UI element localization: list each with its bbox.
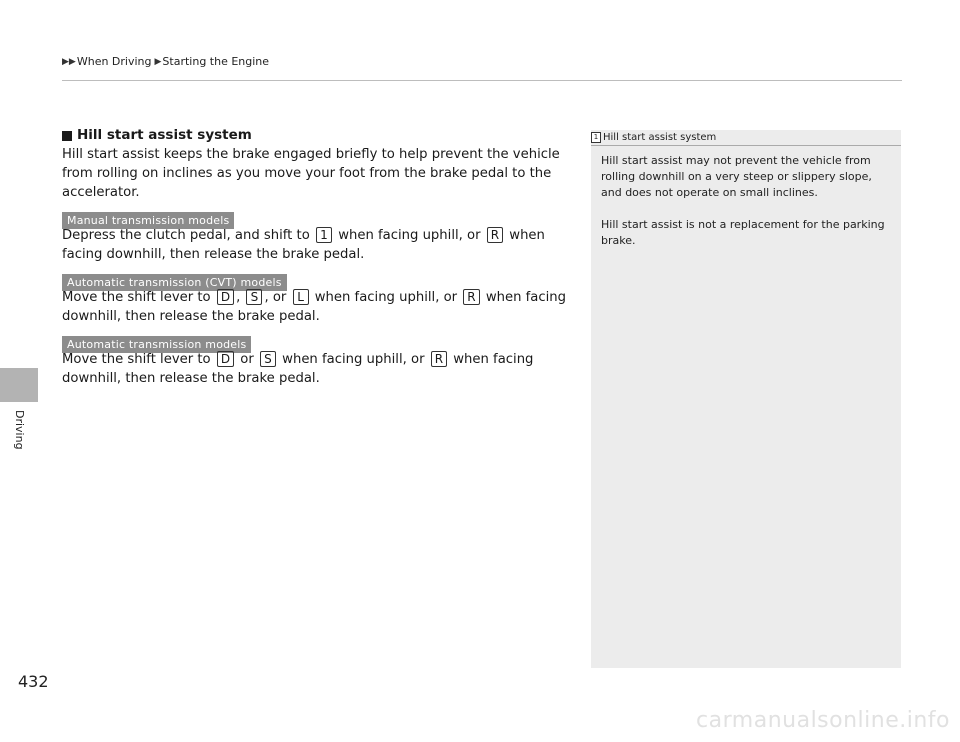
instruction-text: , or xyxy=(264,290,287,305)
automatic-instruction xyxy=(62,350,572,388)
instruction-text: when facing downhill, then release the brake pedal. xyxy=(62,290,567,324)
section-title xyxy=(62,126,572,145)
main-content xyxy=(62,126,572,388)
gear-s-key-icon: S xyxy=(260,351,276,367)
manual-instruction xyxy=(62,226,572,264)
intro-paragraph: Hill start assist keeps the brake engaged briefly to help prevent the vehicle from rolling on inclines as you move your foot from the brake pedal to the accelerator. xyxy=(62,147,560,200)
chapter-label: Driving xyxy=(13,410,26,450)
badge-row xyxy=(62,264,572,288)
gear-1-key-icon: 1 xyxy=(316,227,332,243)
instruction-text: when facing uphill, or xyxy=(338,228,481,243)
gear-r-key-icon: R xyxy=(487,227,503,243)
gear-d-key-icon: D xyxy=(217,289,234,305)
cvt-badge: Automatic transmission (CVT) models xyxy=(62,274,287,291)
badge-row xyxy=(62,202,572,226)
instruction-text: Move the shift lever to xyxy=(62,290,211,305)
square-bullet-icon xyxy=(62,131,72,141)
instruction-text: , xyxy=(236,290,241,305)
instruction-text: Move the shift lever to xyxy=(62,352,211,367)
automatic-transmission-badge: Automatic transmission models xyxy=(62,336,251,353)
instruction-text: or xyxy=(240,352,254,367)
sidebar-body xyxy=(591,146,901,249)
sidebar-title: Hill start assist system xyxy=(603,132,717,143)
breadcrumb-item[interactable]: Starting the Engine xyxy=(162,55,270,68)
gear-r-key-icon: R xyxy=(431,351,447,367)
sidebar-paragraph: Hill start assist may not prevent the vehicle from rolling downhill on a very steep or slippery slope, and does not operate on small inclines. xyxy=(601,154,872,199)
instruction-text: when facing downhill, then release the brake pedal. xyxy=(62,352,534,386)
gear-s-key-icon: S xyxy=(246,289,262,305)
arrow-icon: ▶ xyxy=(154,56,162,67)
breadcrumb xyxy=(62,55,272,68)
gear-l-key-icon: L xyxy=(293,289,309,305)
reference-icon: 1 xyxy=(591,132,601,143)
gear-d-key-icon: D xyxy=(217,351,234,367)
header-divider xyxy=(62,80,902,81)
gear-r-key-icon: R xyxy=(463,289,479,305)
badge-row xyxy=(62,326,572,350)
double-arrow-icon: ▶▶ xyxy=(62,56,76,67)
instruction-text: when facing uphill, or xyxy=(282,352,425,367)
instruction-text: when facing uphill, or xyxy=(314,290,458,305)
note-sidebar xyxy=(591,130,901,668)
section-title-text: Hill start assist system xyxy=(77,127,252,143)
instruction-text: Depress the clutch pedal, and shift to xyxy=(62,228,310,243)
watermark: carmanualsonline.info xyxy=(696,708,950,733)
manual-transmission-badge: Manual transmission models xyxy=(62,212,234,229)
sidebar-header xyxy=(591,130,901,146)
chapter-tab xyxy=(0,368,38,402)
cvt-instruction xyxy=(62,288,572,326)
instruction-text: when facing downhill, then release the brake pedal. xyxy=(62,228,545,262)
page-number: 432 xyxy=(18,672,49,691)
breadcrumb-item[interactable]: When Driving xyxy=(76,55,152,68)
sidebar-paragraph: Hill start assist is not a replacement for the parking brake. xyxy=(601,218,885,247)
